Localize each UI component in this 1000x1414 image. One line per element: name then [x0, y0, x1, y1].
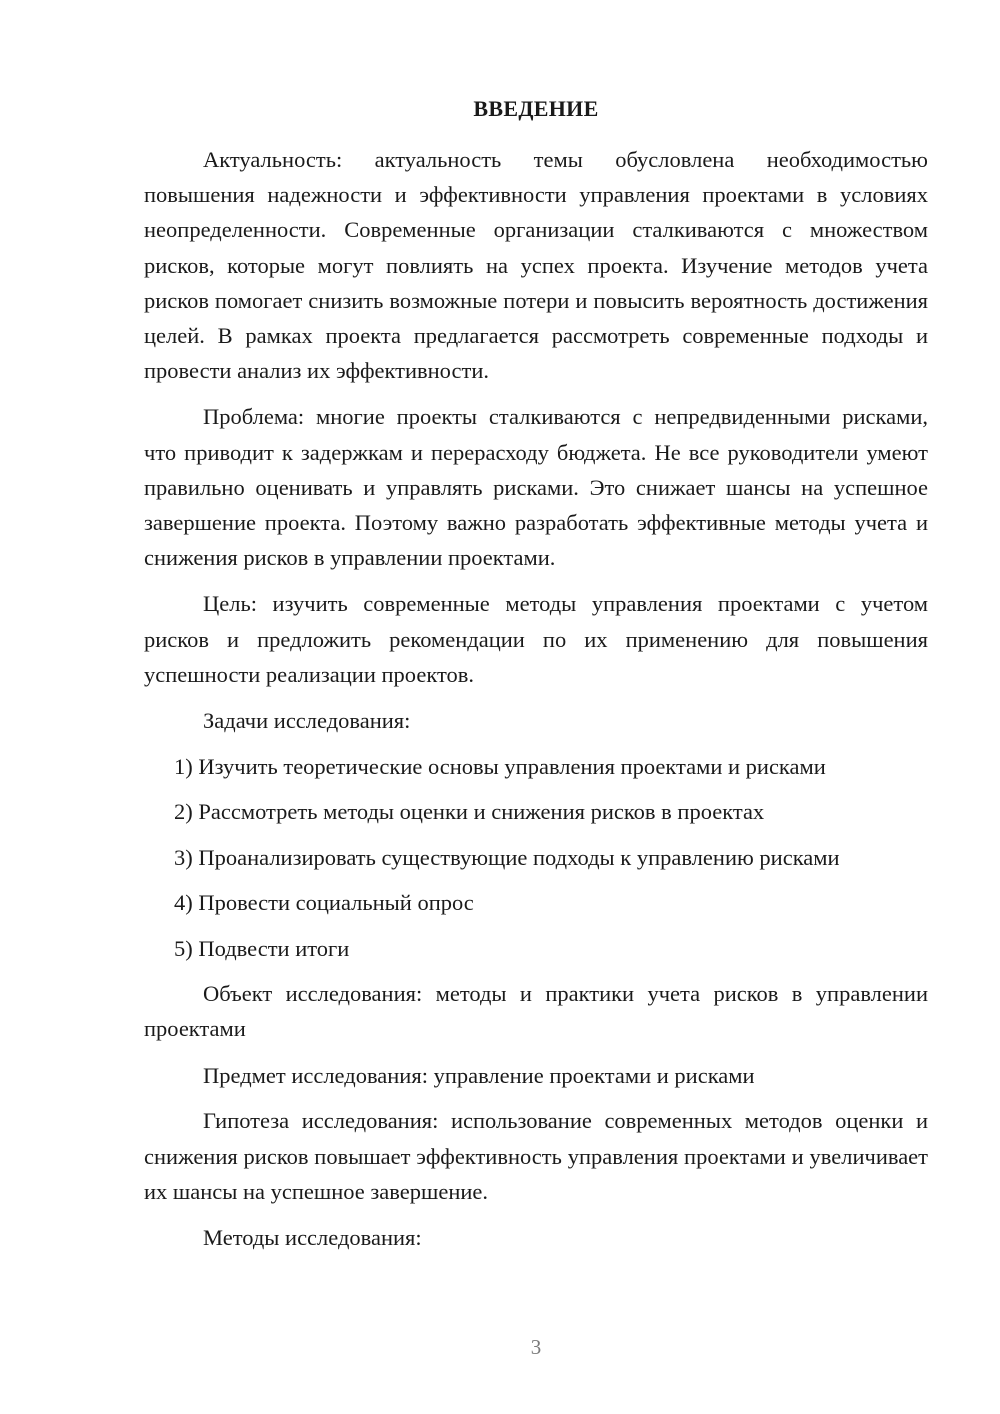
page-number: 3 [530, 1335, 542, 1359]
paragraph-goal: Цель: изучить современные методы управления проектами с учетом рисков и предложить рекомендации по их применению для повышения успешности реализации проектов. [144, 591, 928, 687]
document-body [144, 142, 928, 1266]
paragraph-object: Объект исследования: методы и практики учета рисков в управлении проектами [144, 981, 928, 1042]
page-title: ВВЕДЕНИЕ [473, 96, 599, 121]
tasks-list [144, 749, 928, 966]
methods-heading: Методы исследования: [203, 1224, 422, 1250]
list-item: 5) Подвести итоги [174, 935, 350, 961]
paragraph-relevance: Актуальность: актуальность темы обусловлена необходимостью повышения надежности и эффективности управления проектами в условиях неопределенности. Современные организации сталкиваются с множеством рисков, которые могут повлиять на успех проекта. Изучение методов учета рисков помогает снизить возможные потери и повысить вероятность достижения целей. В рамках проекта предлагается рассмотреть современные подходы и провести анализ их эффективности. [144, 147, 928, 384]
paragraph-subject: Предмет исследования: управление проектами и рисками [203, 1062, 755, 1088]
list-item: 3) Проанализировать существующие подходы к управлению рисками [174, 844, 840, 870]
tasks-heading: Задачи исследования: [203, 708, 411, 734]
paragraph-problem: Проблема: многие проекты сталкиваются с непредвиденными рисками, что приводит к задержкам и перерасходу бюджета. Не все руководители умеют правильно оценивать и управлять рисками. Это снижает шансы на успешное завершение проекта. Поэтому важно разработать эффективные методы учета и снижения рисков в управлении проектами. [144, 404, 928, 571]
list-item: 2) Рассмотреть методы оценки и снижения рисков в проектах [174, 799, 765, 825]
list-item: 1) Изучить теоретические основы управления проектами и рисками [174, 753, 826, 779]
list-item: 4) Провести социальный опрос [174, 890, 474, 916]
paragraph-hypothesis: Гипотеза исследования: использование современных методов оценки и снижения рисков повышает эффективность управления проектами и увеличивает их шансы на успешное завершение. [144, 1108, 928, 1204]
